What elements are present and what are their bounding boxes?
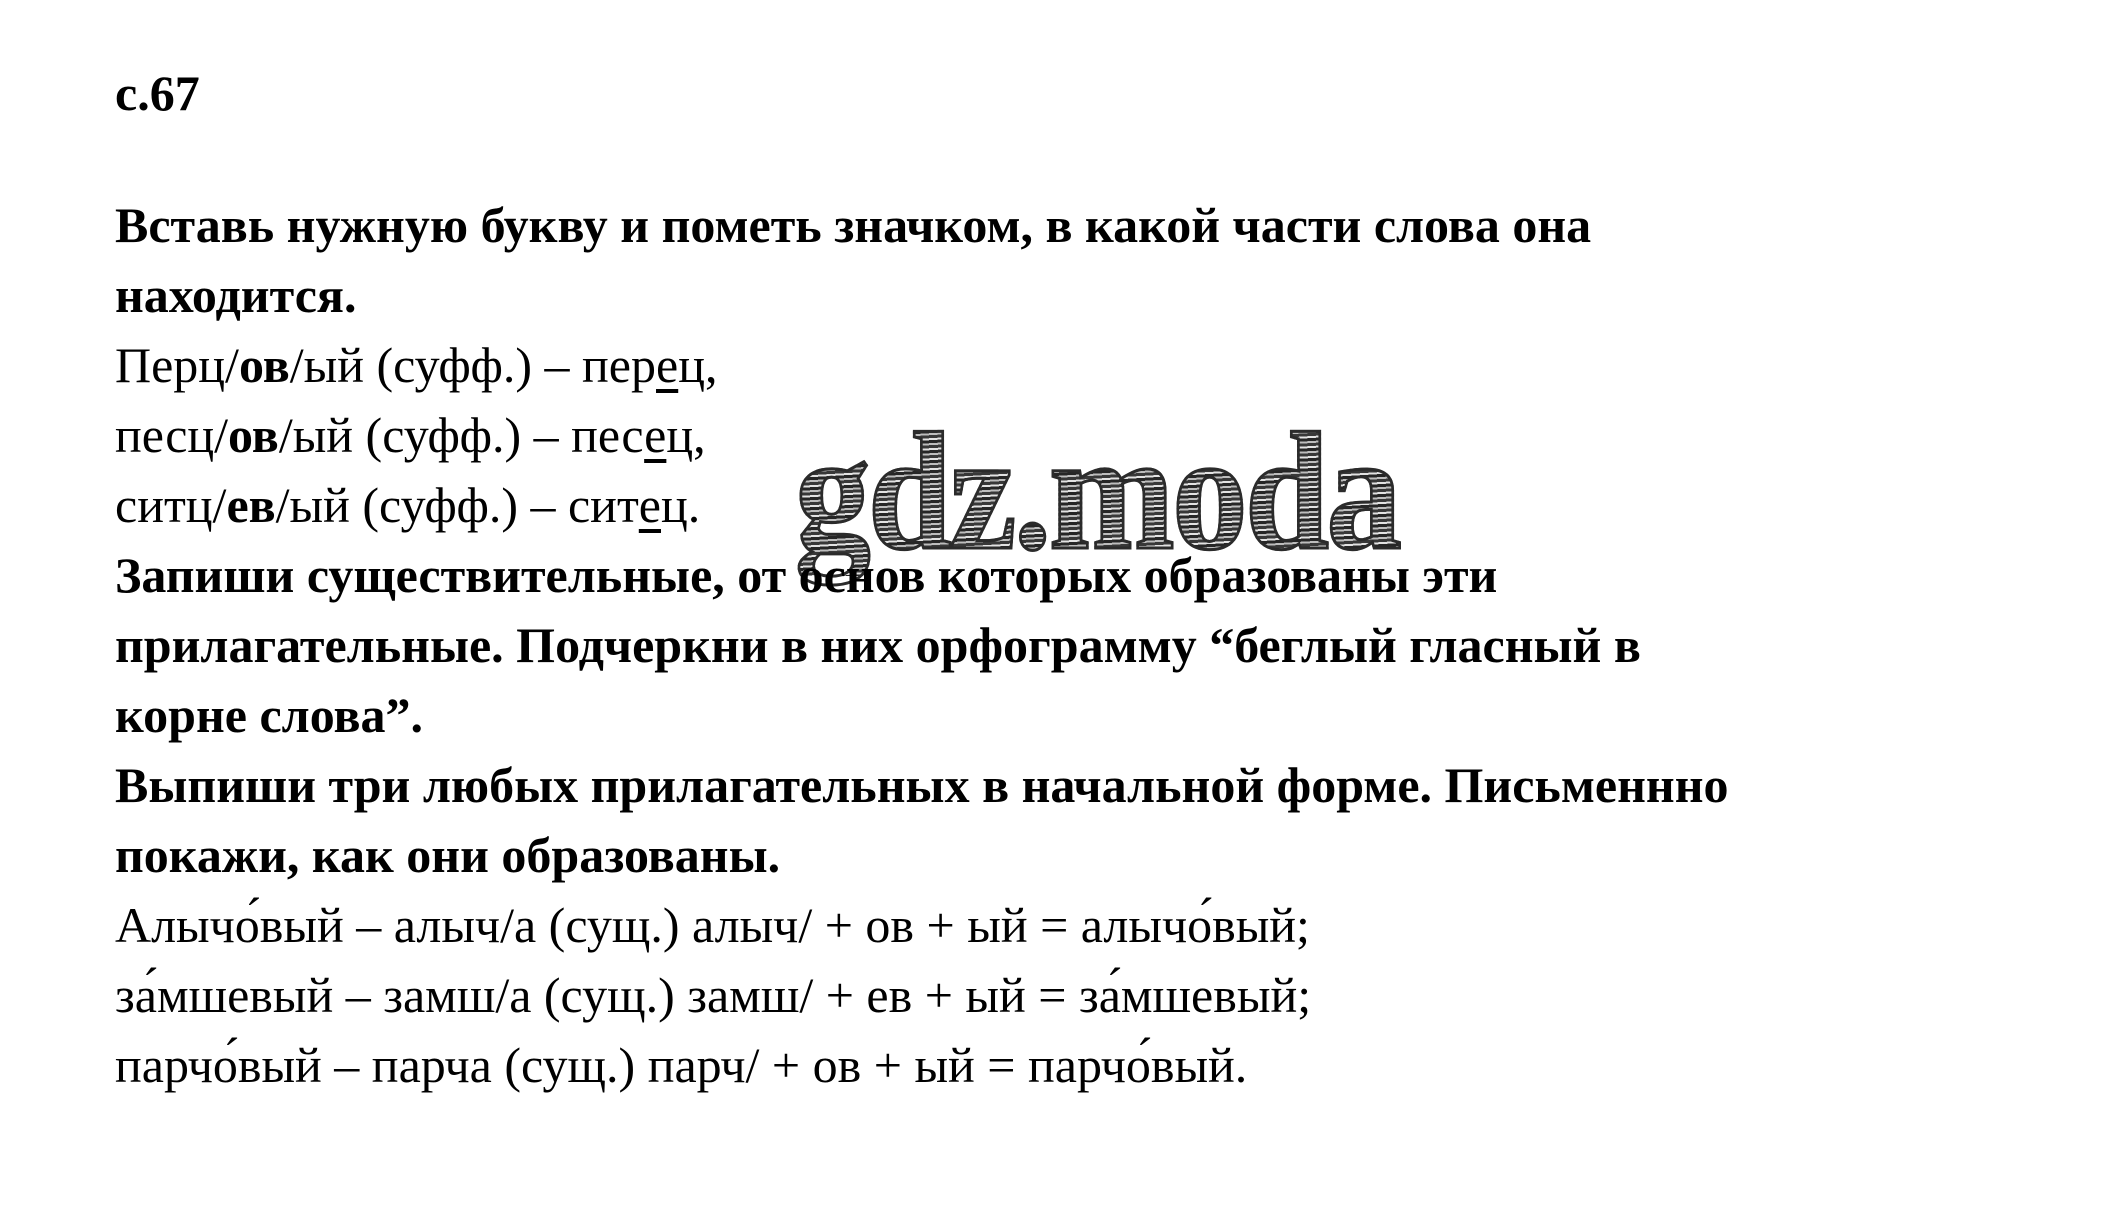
answer-line-3: парчо́вый – парча (сущ.) парч/ + ов + ый = парчо́вый.: [115, 1037, 1248, 1093]
word-stem: Перц/: [115, 337, 239, 393]
answer-line-2: за́мшевый – замш/а (сущ.) замш/ + ев + ый = за́мшевый;: [115, 967, 1312, 1023]
task2-heading-line-2: прилагательные. Подчеркни в них орфограмму “беглый гласный в: [115, 617, 1641, 673]
word-analysis-line-2: [115, 400, 2075, 470]
word-rest: /ый (суфф.) – пер: [289, 337, 657, 393]
answer-line-1: Алычо́вый – алыч/а (сущ.) алыч/ + ов + ый = алычо́вый;: [115, 897, 1310, 953]
word-analysis-line-3: [115, 470, 2075, 540]
task3-heading-line-1: Выпиши три любых прилагательных в начальной форме. Письменнно: [115, 757, 1729, 813]
task1-heading-line-1: Вставь нужную букву и пометь значком, в какой части слова она: [115, 197, 1592, 253]
word-suffix-bold: ов: [238, 337, 290, 393]
word-end: ц,: [666, 407, 706, 463]
word-rest: /ый (суфф.) – пес: [278, 407, 645, 463]
page-reference: с.67: [115, 65, 200, 121]
document-body: [115, 190, 2075, 1100]
underlined-vowel: е: [644, 407, 667, 463]
word-suffix-bold: ев: [226, 477, 276, 533]
word-end: ц,: [678, 337, 718, 393]
word-end: ц.: [661, 477, 701, 533]
underlined-vowel: е: [638, 477, 661, 533]
word-stem: ситц/: [115, 477, 227, 533]
task2-heading-line-1: Запиши существительные, от основ которых образованы эти: [115, 547, 1498, 603]
task2-heading-line-3: корне слова”.: [115, 687, 423, 743]
word-analysis-line-1: [115, 330, 2075, 400]
word-stem: песц/: [115, 407, 229, 463]
word-suffix-bold: ов: [228, 407, 279, 463]
word-rest: /ый (суфф.) – сит: [275, 477, 639, 533]
watermark-gdz-moda: gdz.moda: [795, 399, 1400, 585]
underlined-vowel: е: [656, 337, 679, 393]
task3-heading-line-2: покажи, как они образованы.: [115, 827, 781, 883]
task1-heading-line-2: находится.: [115, 267, 357, 323]
